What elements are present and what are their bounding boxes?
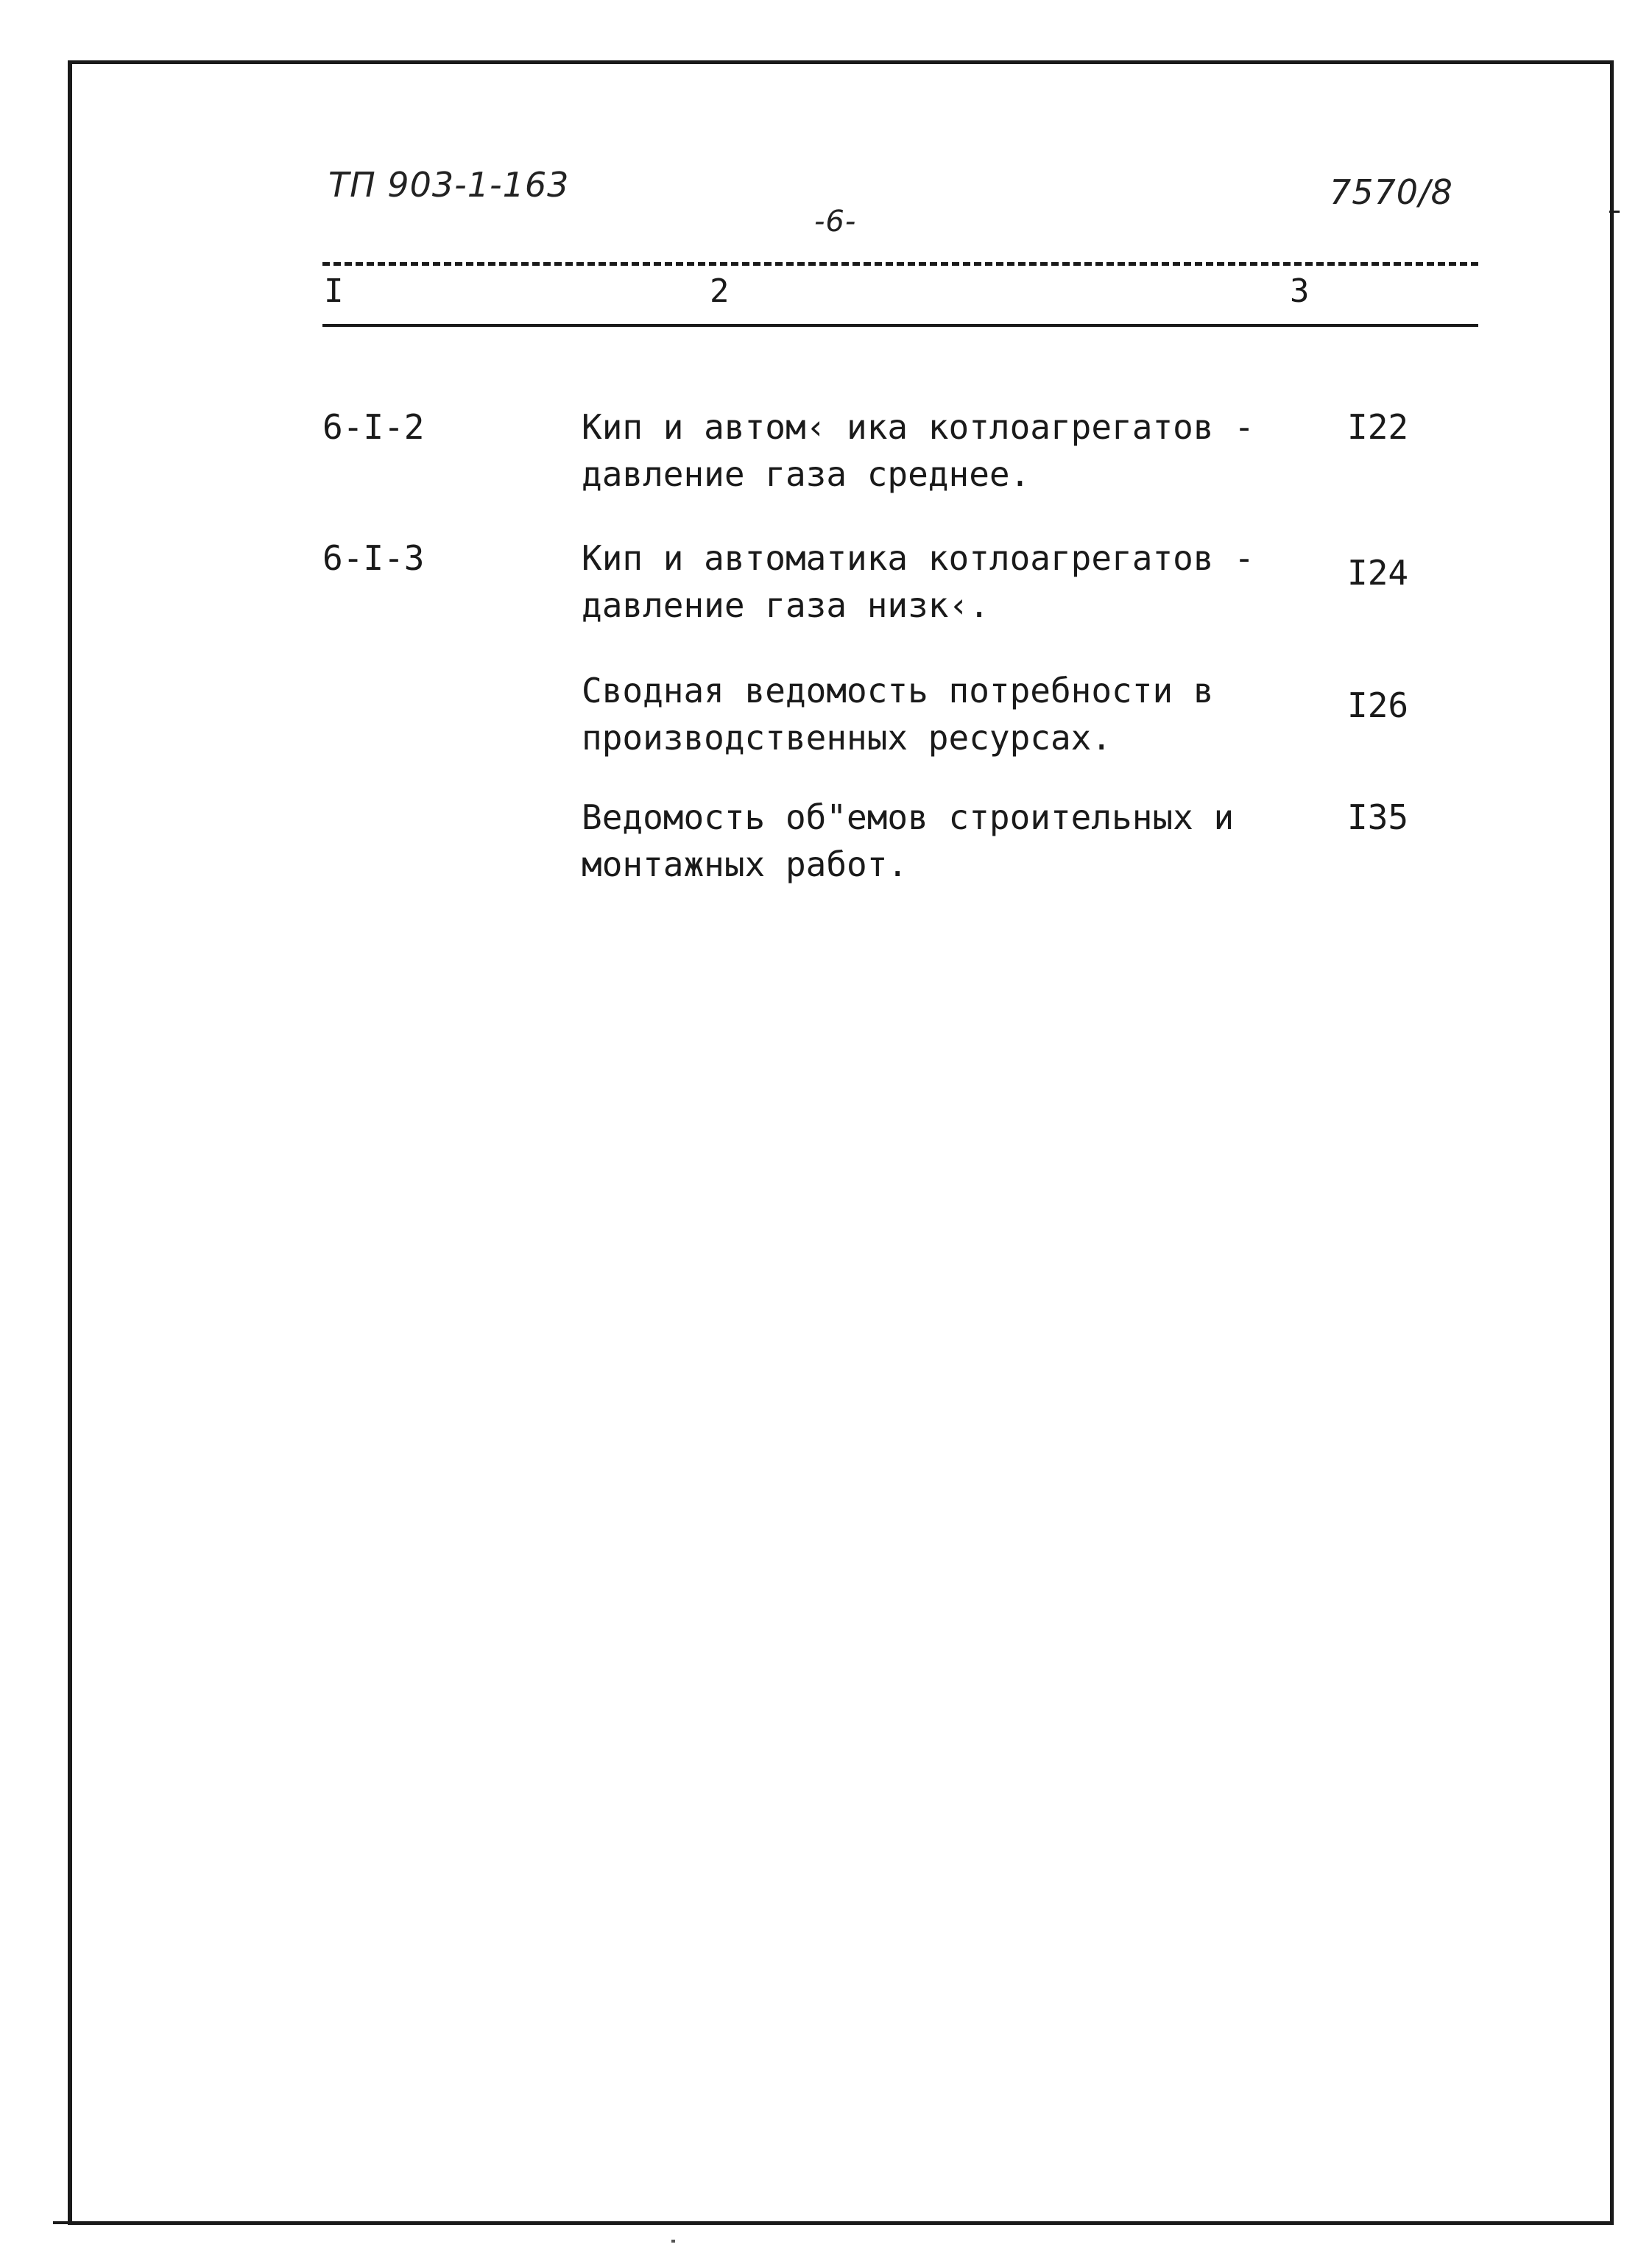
frame-tick xyxy=(1609,211,1620,213)
row-text-line1: Кип и автоматика котлоагрегатов - xyxy=(582,538,1254,578)
scan-speck xyxy=(671,2240,675,2243)
row-code: 6-I-2 xyxy=(322,407,425,447)
header-solid-rule xyxy=(322,324,1478,327)
row-text-line2: производственных ресурсах. xyxy=(582,718,1112,758)
column-header-1: I xyxy=(324,272,344,310)
column-header-3: 3 xyxy=(1290,272,1310,310)
column-header-2: 2 xyxy=(710,272,730,310)
sheet-number: -6- xyxy=(814,205,857,239)
row-text-line2: монтажных работ. xyxy=(582,844,908,884)
row-text-line2: давление газа низк‹. xyxy=(582,585,989,625)
row-text-line1: Сводная ведомость потребности в xyxy=(582,671,1214,710)
row-text-line1: Кип и автом‹ ика котлоагрегатов - xyxy=(582,407,1254,447)
row-page: I24 xyxy=(1347,553,1409,593)
row-page: I35 xyxy=(1347,797,1409,837)
row-text-line1: Ведомость об"емов строительных и xyxy=(582,797,1235,837)
frame-tail xyxy=(53,2221,82,2224)
row-page: I26 xyxy=(1347,685,1409,725)
row-code: 6-I-3 xyxy=(322,538,425,578)
row-page: I22 xyxy=(1347,407,1409,447)
row-text-line2: давление газа среднее. xyxy=(582,454,1031,494)
document-code: ТП 903-1-163 xyxy=(328,165,570,205)
page-frame xyxy=(68,60,1614,2225)
header-dashed-rule xyxy=(322,262,1478,266)
reference-number: 7570/8 xyxy=(1330,172,1453,212)
